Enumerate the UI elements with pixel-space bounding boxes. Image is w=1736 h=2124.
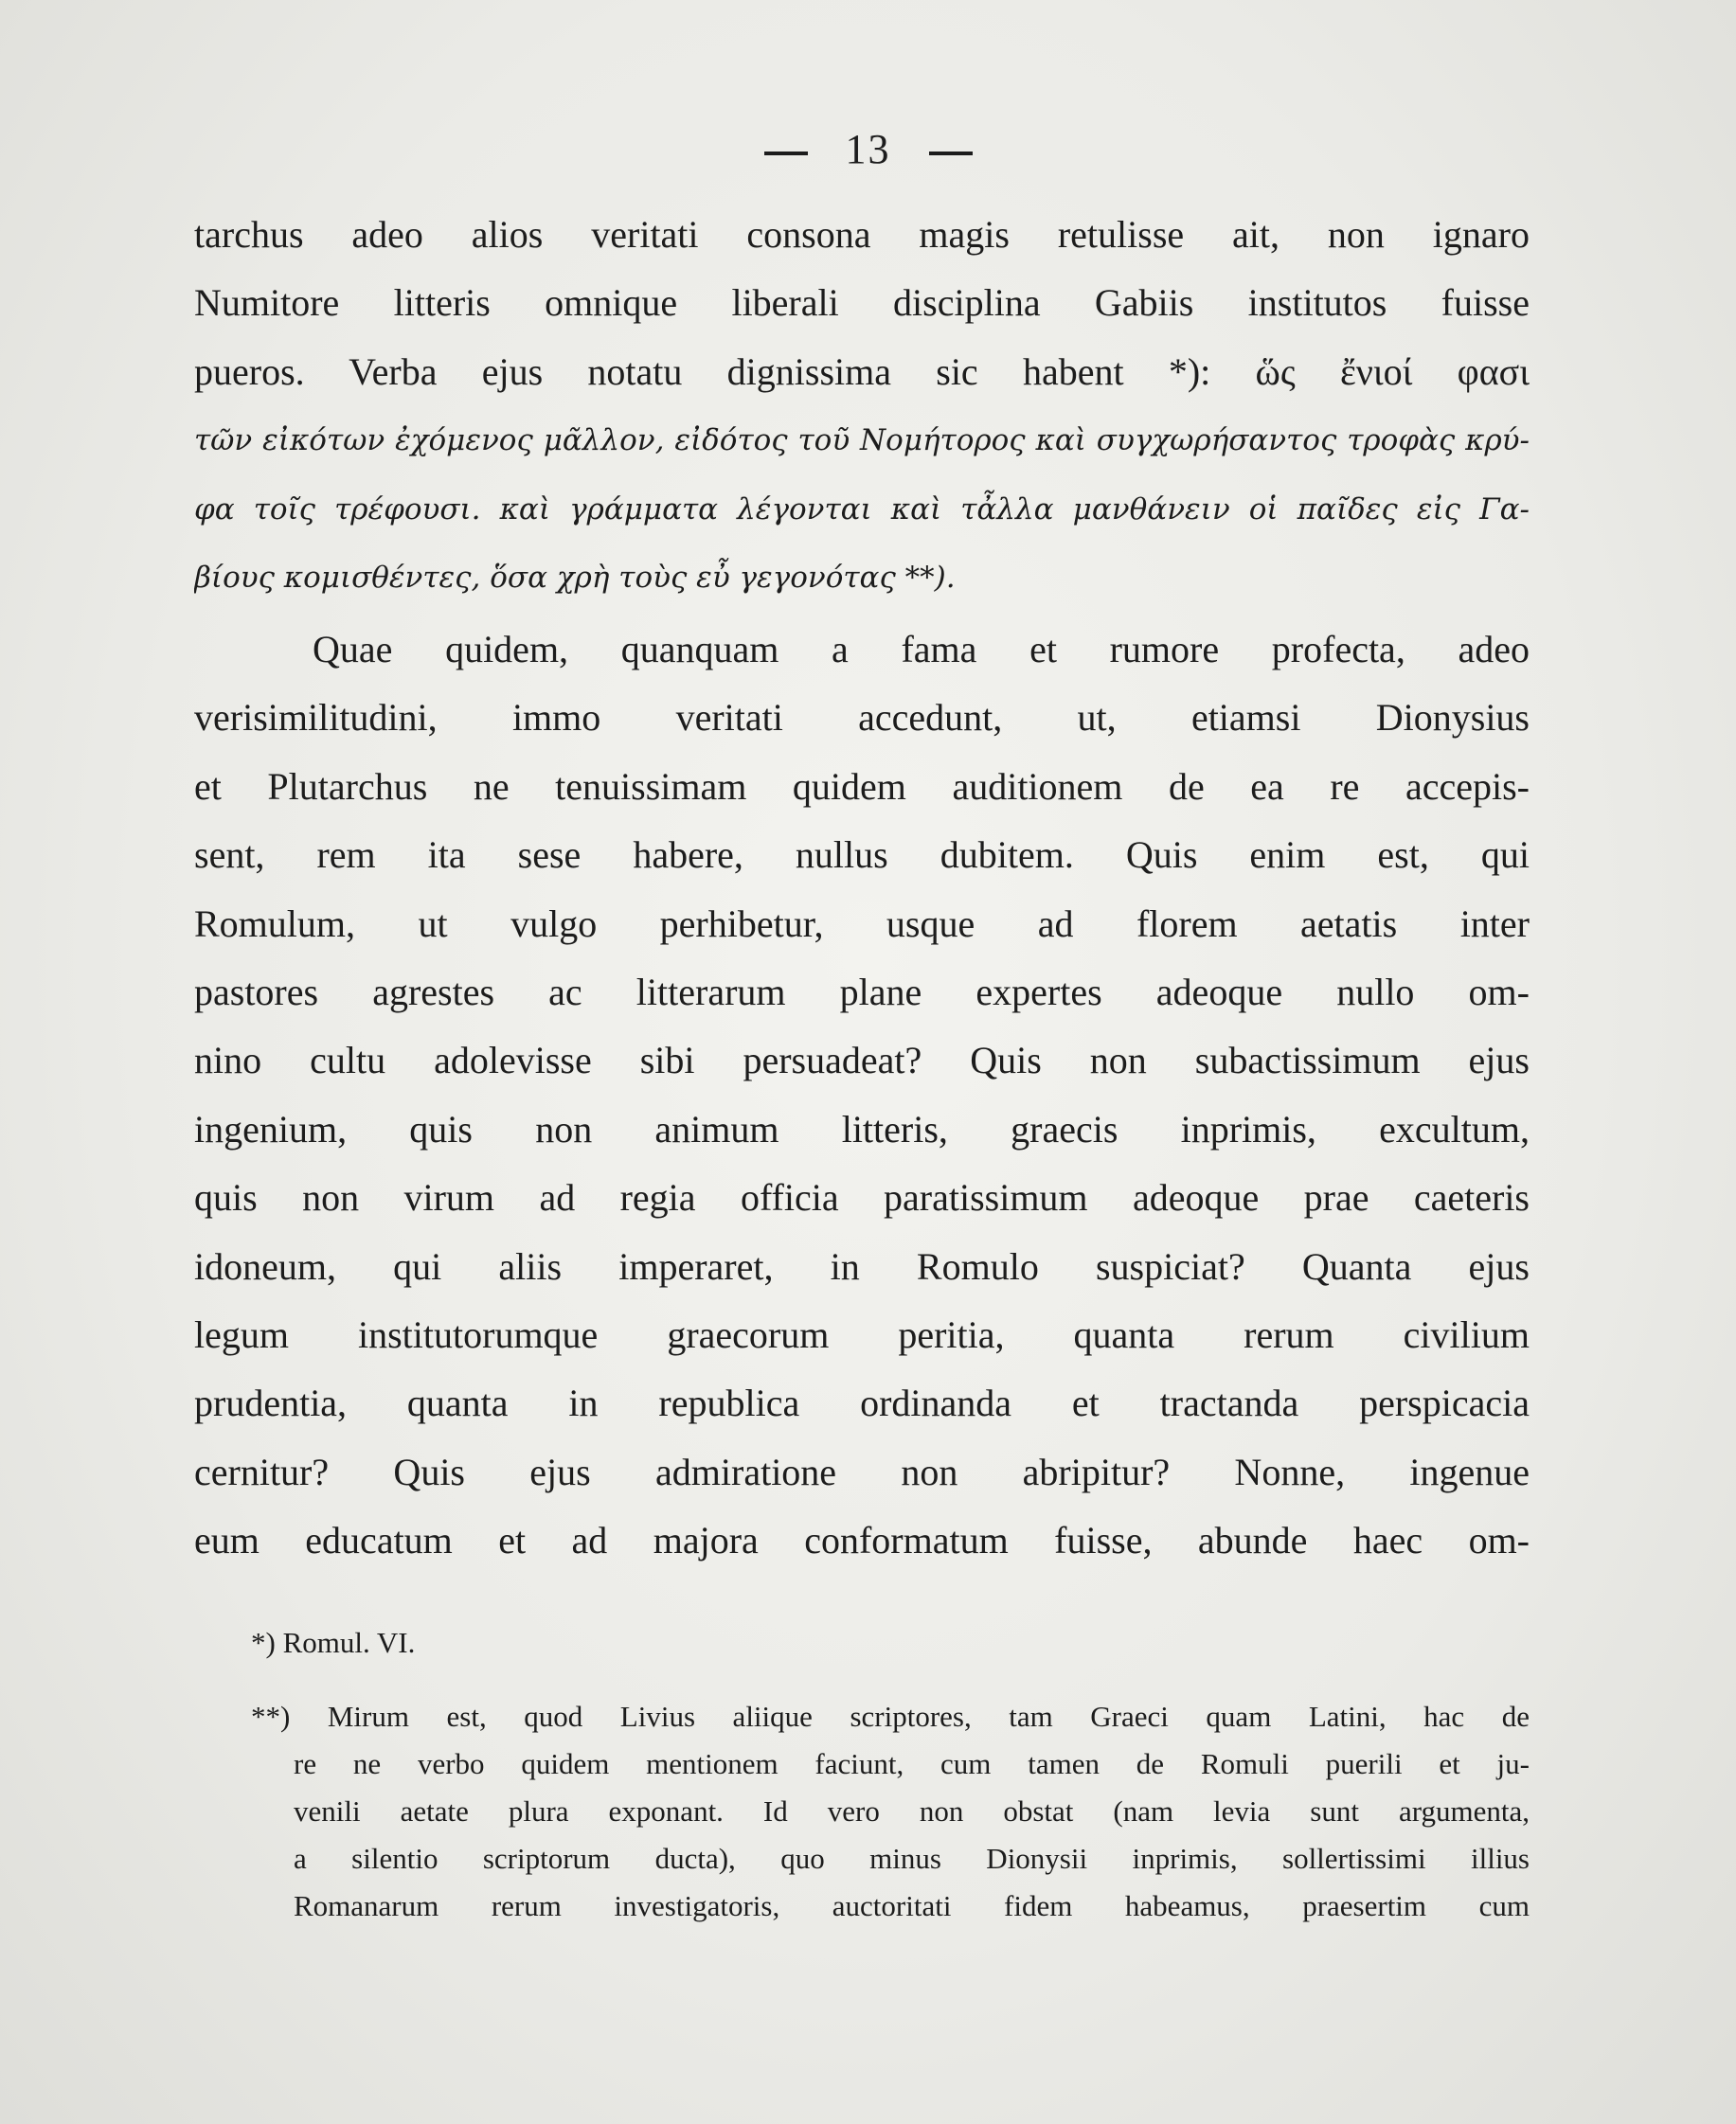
text-line: Romulum, ut vulgo perhibetur, usque ad florem aetatis inter [194, 901, 1530, 945]
paragraph-main [194, 616, 1530, 1575]
text-line: pueros. Verba ejus notatu dignissima sic habent *): ὥς ἔνιοί φασι [194, 349, 1530, 393]
page-header [0, 125, 1736, 173]
text-line: nino cultu adolevisse sibi persuadeat? Quis non subactissimum ejus [194, 1039, 1530, 1082]
footnote-2-line: re ne verbo quidem mentionem faciunt, cum tamen de Romuli puerili et ju- [294, 1747, 1530, 1780]
footnotes [251, 1619, 1530, 1930]
text-line: Numitore litteris omnique liberali disciplina Gabiis institutos fuisse [194, 281, 1530, 325]
text-line: tarchus adeo alios veritati consona magis retulisse ait, non ignaro [194, 213, 1530, 256]
header-dash-right [929, 152, 973, 155]
text-line: et Plutarchus ne tenuissimam quidem auditionem de ea re accepis- [194, 764, 1530, 808]
greek-quote-line: βίους κομισθέντες, ὅσα χρὴ τοὺς εὖ γεγονότας **). [194, 560, 956, 595]
footnote-2-line: a silentio scriptorum ducta), quo minus Dionysii inprimis, sollertissimi illius [294, 1842, 1530, 1875]
text-line: pastores agrestes ac litterarum plane expertes adeoque nullo om- [194, 970, 1530, 1013]
text-line: ingenium, quis non animum litteris, graecis inprimis, excultum, [194, 1107, 1530, 1151]
footnote-2-line: **) Mirum est, quod Livius aliique scriptores, tam Graeci quam Latini, hac de [251, 1700, 1530, 1733]
greek-quote-line: φα τοῖς τρέφουσι. καὶ γράμματα λέγονται καὶ τἆλλα μανθάνειν οἱ παῖδες εἰς Γα- [194, 491, 1530, 527]
text-line: verisimilitudini, immo veritati accedunt, ut, etiamsi Dionysius [194, 696, 1530, 740]
footnote-2-line: venili aetate plura exponant. Id vero non obstat (nam levia sunt argumenta, [294, 1794, 1530, 1828]
paragraph-continued [194, 201, 1530, 612]
text-line: cernitur? Quis ejus admiratione non abripitur? Nonne, ingenue [194, 1450, 1530, 1493]
greek-quote-line: τῶν εἰκότων ἐχόμενος μᾶλλον, εἰδότος τοῦ Νομήτορος καὶ συγχωρήσαντος τροφὰς κρύ- [194, 423, 1530, 458]
footnote-2-line: Romanarum rerum investigatoris, auctoritati fidem habeamus, praesertim cum [294, 1889, 1530, 1922]
text-line: Quae quidem, quanquam a fama et rumore profecta, adeo [313, 628, 1530, 670]
header-dash-left [764, 152, 808, 155]
text-line: legum institutorumque graecorum peritia, quanta rerum civilium [194, 1312, 1530, 1356]
text-line: eum educatum et ad majora conformatum fuisse, abunde haec om- [194, 1519, 1530, 1562]
text-line: idoneum, qui aliis imperaret, in Romulo suspiciat? Quanta ejus [194, 1244, 1530, 1288]
text-line: quis non virum ad regia officia paratissimum adeoque prae caeteris [194, 1176, 1530, 1220]
footnote-1: *) Romul. VI. [251, 1626, 416, 1659]
text-line: sent, rem ita sese habere, nullus dubitem. Quis enim est, qui [194, 833, 1530, 877]
text-line: prudentia, quanta in republica ordinanda et tractanda perspicacia [194, 1382, 1530, 1425]
page-number: 13 [845, 126, 891, 172]
